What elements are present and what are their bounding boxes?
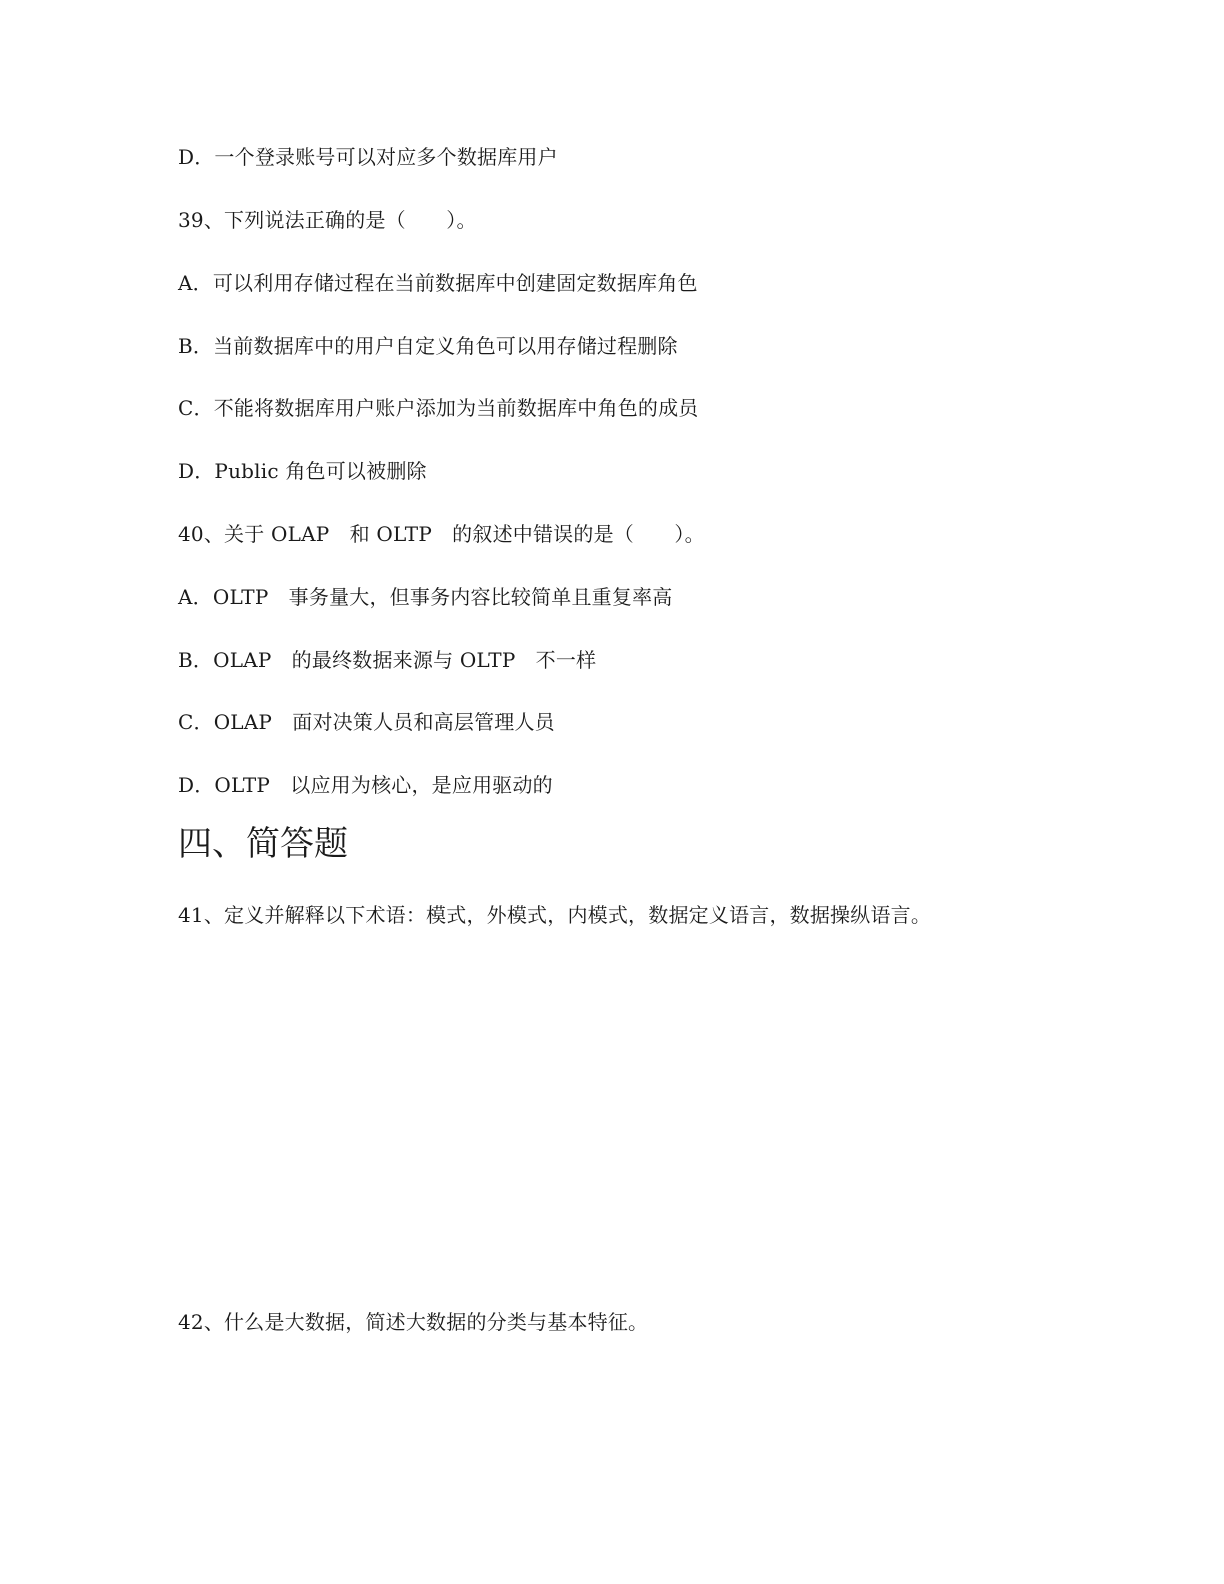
question-40: 40、关于 OLAP 和 OLTP 的叙述中错误的是（ ）。 [178,522,705,546]
option-a-40: A．OLTP 事务量大，但事务内容比较简单且重复率高 [178,585,673,609]
section-heading: 四、简答题 [178,824,348,864]
option-a-39: A．可以利用存储过程在当前数据库中创建固定数据库角色 [178,271,698,295]
question-42: 42、什么是大数据，简述大数据的分类与基本特征。 [178,1310,649,1334]
question-39: 39、下列说法正确的是（ ）。 [178,208,477,232]
line-d-38: D．一个登录账号可以对应多个数据库用户 [178,145,558,169]
question-41: 41、定义并解释以下术语：模式，外模式，内模式，数据定义语言，数据操纵语言。 [178,903,932,927]
option-b-40: B．OLAP 的最终数据来源与 OLTP 不一样 [178,648,597,672]
option-b-39: B．当前数据库中的用户自定义角色可以用存储过程删除 [178,334,678,358]
option-c-40: C．OLAP 面对决策人员和高层管理人员 [178,710,555,734]
option-c-39: C．不能将数据库用户账户添加为当前数据库中角色的成员 [178,396,699,420]
option-d-39: D．Public 角色可以被删除 [178,459,427,483]
option-d-40: D．OLTP 以应用为核心，是应用驱动的 [178,773,553,797]
